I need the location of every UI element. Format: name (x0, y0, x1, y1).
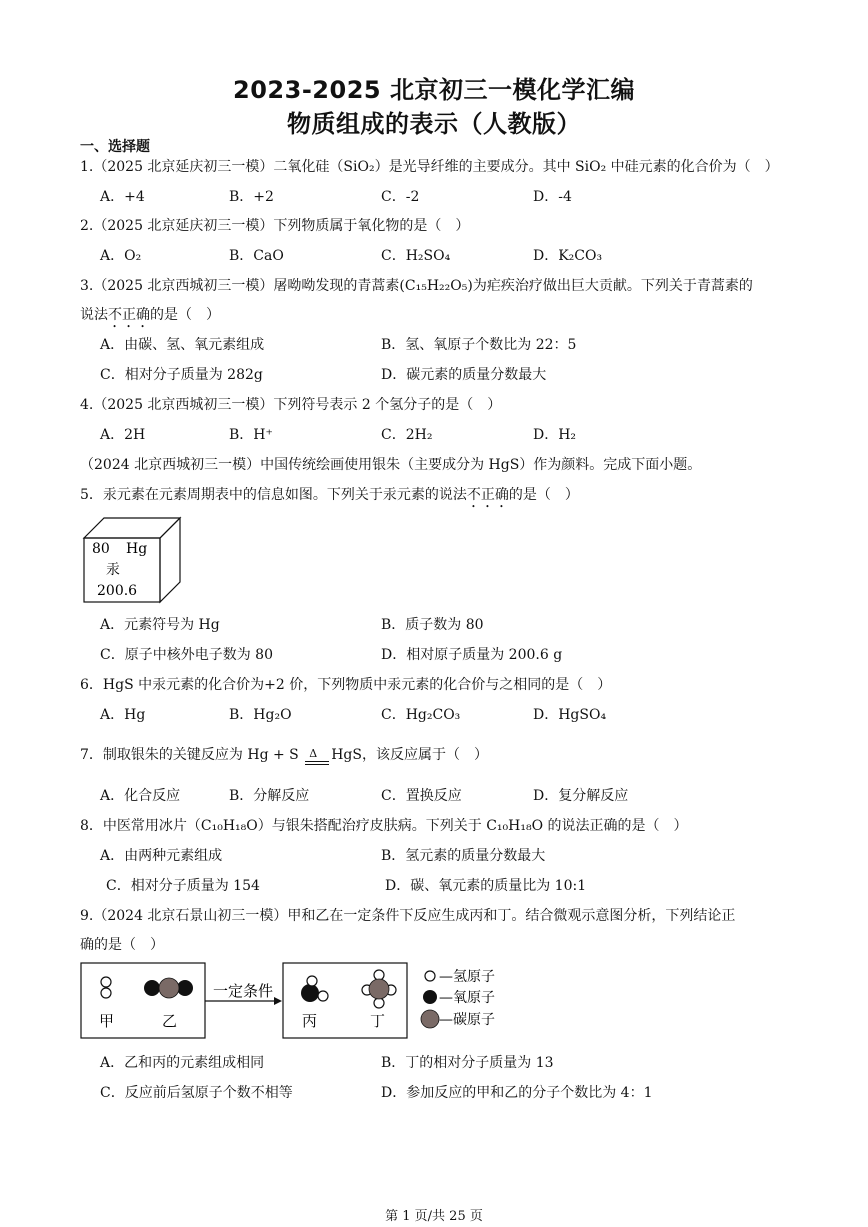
q4-option-d: D．H₂ (533, 427, 577, 443)
q5-option-d: D．相对原子质量为 200.6 g (381, 647, 563, 663)
condition-label: 一定条件 (213, 982, 274, 1000)
h-atom-icon (318, 991, 328, 1001)
q8-option-d: D．碳、氧元素的质量比为 10:1 (385, 878, 587, 894)
q9-option-d: D．参加反应的甲和乙的分子个数比为 4：1 (381, 1085, 653, 1101)
q4-option-b: B．H⁺ (229, 427, 273, 443)
q4-option-c: C．2H₂ (381, 427, 433, 443)
h-atom-icon (101, 988, 111, 998)
q3-option-d: D．碳元素的质量分数最大 (381, 367, 547, 383)
q7-option-b: B．分解反应 (229, 788, 310, 804)
q5-stem (80, 484, 579, 511)
q8-option-c: C．相对分子质量为 154 (106, 878, 260, 894)
q4-option-a: A．2H (100, 427, 146, 443)
q1-option-b: B．+2 (229, 189, 274, 205)
q9-stem-line1: 9.（2024 北京石景山初三一模）甲和乙在一定条件下反应生成丙和丁。结合微观示意图分析，下列结论正 (80, 908, 736, 924)
q3-stem-pre: 说法 (80, 307, 108, 323)
q8-option-b: B．氢元素的质量分数最大 (381, 848, 546, 864)
q6-option-d: D．HgSO₄ (533, 707, 607, 723)
label-yi: 乙 (162, 1012, 178, 1030)
q1-option-c: C．-2 (381, 189, 420, 205)
q1-option-a: A．+4 (100, 189, 145, 205)
q5-option-c: C．原子中核外电子数为 80 (100, 647, 273, 663)
h-atom-icon (307, 976, 317, 986)
page-footer: 第 1 页/共 25 页 (385, 1209, 483, 1224)
cell-atomic-number: 80 (92, 541, 110, 557)
legend-h-icon (425, 971, 435, 981)
page-subtitle: 物质组成的表示（人教版） (287, 110, 581, 138)
q3-stem-emphasis: 不正确 (108, 307, 150, 323)
section-heading: 一、选择题 (80, 139, 150, 155)
q6-option-c: C．Hg₂CO₃ (381, 707, 461, 723)
q7-option-d: D．复分解反应 (533, 788, 629, 804)
q3-option-c: C．相对分子质量为 282g (100, 367, 263, 383)
q3-stem-line2 (80, 304, 220, 331)
periodic-cell-figure (80, 514, 184, 604)
q7-option-c: C．置换反应 (381, 788, 462, 804)
q5-option-b: B．质子数为 80 (381, 617, 484, 633)
q5-stem-emphasis: 不正确 (466, 487, 509, 503)
arrowhead-icon (274, 997, 282, 1005)
q9-option-c: C．反应前后氢原子个数不相等 (100, 1085, 293, 1101)
label-jia: 甲 (99, 1012, 115, 1030)
q9-option-b: B．丁的相对分子质量为 13 (381, 1055, 554, 1071)
q8-option-a: A．由两种元素组成 (100, 848, 223, 864)
legend-hydrogen: —氢原子 (439, 969, 495, 985)
legend-carbon: —碳原子 (439, 1012, 495, 1028)
q7-stem-pre: 7．制取银朱的关键反应为 Hg + S (80, 747, 299, 763)
q4-stem: 4.（2025 北京西城初三一模）下列符号表示 2 个氢分子的是（ ） (80, 397, 502, 413)
o-atom-icon (144, 980, 160, 996)
page-title: 2023-2025 北京初三一模化学汇编 (233, 76, 635, 104)
q2-option-a: A．O₂ (100, 248, 142, 264)
q8-stem: 8．中医常用冰片（C₁₀H₁₈O）与银朱搭配治疗皮肤病。下列关于 C₁₀H₁₈O 的说法正确的是（ ） (80, 818, 688, 834)
h-atom-icon (374, 970, 384, 980)
h-atom-icon (374, 998, 384, 1008)
q7-stem-post: HgS，该反应属于（ ） (331, 747, 488, 763)
q9-option-a: A．乙和丙的元素组成相同 (100, 1055, 265, 1071)
c-atom-icon (159, 978, 179, 998)
q7-heat-symbol: Δ (309, 747, 318, 760)
cell-atomic-mass: 200.6 (97, 583, 138, 599)
q7-stem (80, 744, 488, 764)
q1-option-d: D．-4 (533, 189, 572, 205)
q5-stem-post: 的是（ ） (508, 487, 579, 503)
q9-stem-line2: 确的是（ ） (80, 937, 164, 953)
o-atom-icon (301, 984, 319, 1002)
reaction-diagram (80, 962, 520, 1044)
legend-o-icon (423, 990, 437, 1004)
q2-option-d: D．K₂CO₃ (533, 248, 603, 264)
q5-stem-pre: 5．汞元素在元素周期表中的信息如图。下列关于汞元素的说法 (80, 487, 467, 503)
q3-stem-post: 的是（ ） (150, 307, 220, 323)
q7-option-a: A．化合反应 (100, 788, 181, 804)
q1-stem: 1.（2025 北京延庆初三一模）二氧化硅（SiO₂）是光导纤维的主要成分。其中 SiO₂ 中硅元素的化合价为（ ） (80, 159, 779, 175)
q2-option-b: B．CaO (229, 248, 284, 264)
context-intro: （2024 北京西城初三一模）中国传统绘画使用银朱（主要成分为 HgS）作为颜料。完成下面小题。 (80, 457, 702, 473)
q3-option-a: A．由碳、氢、氧元素组成 (100, 337, 265, 353)
q3-stem-line1: 3.（2025 北京西城初三一模）屠呦呦发现的青蒿素(C₁₅H₂₂O₅)为疟疾治疗做出巨大贡献。下列关于青蒿素的 (80, 278, 753, 294)
cell-element-name: 汞 (106, 562, 120, 578)
q3-option-b: B．氢、氧原子个数比为 22：5 (381, 337, 577, 353)
label-bing: 丙 (302, 1012, 318, 1030)
q5-option-a: A．元素符号为 Hg (100, 617, 220, 633)
h-atom-icon (101, 977, 111, 987)
q6-option-a: A．Hg (100, 707, 146, 723)
q6-option-b: B．Hg₂O (229, 707, 292, 723)
q2-stem: 2.（2025 北京延庆初三一模）下列物质属于氧化物的是（ ） (80, 218, 470, 234)
legend-c-icon (421, 1010, 439, 1028)
legend-oxygen: —氧原子 (439, 990, 495, 1006)
label-ding: 丁 (370, 1012, 386, 1030)
c-atom-icon (369, 979, 389, 999)
q2-option-c: C．H₂SO₄ (381, 248, 451, 264)
q6-stem: 6．HgS 中汞元素的化合价为+2 价，下列物质中汞元素的化合价与之相同的是（ ） (80, 677, 612, 693)
cell-symbol: Hg (126, 541, 148, 557)
